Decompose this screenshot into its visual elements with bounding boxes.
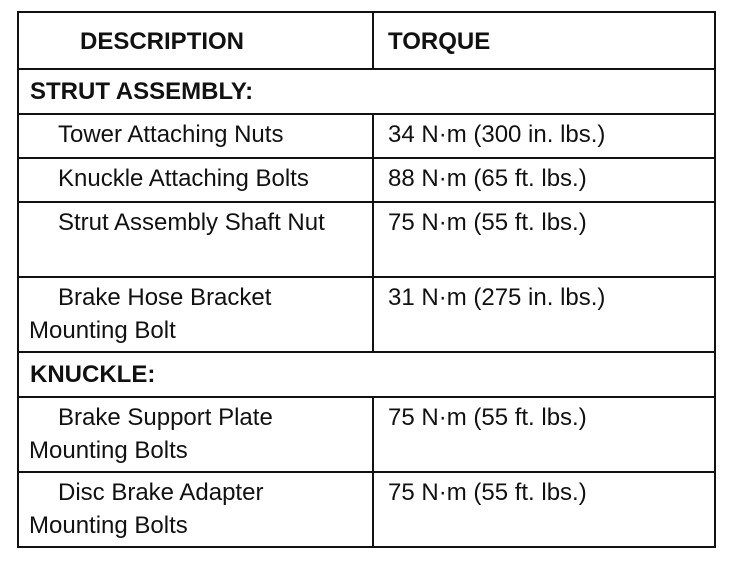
table-row xyxy=(18,202,715,277)
section-title: KNUCKLE: xyxy=(18,352,715,397)
description-cell: Brake Support Plate Mounting Bolts xyxy=(18,397,373,472)
table-row xyxy=(18,397,715,472)
torque-cell: 88 N·m (65 ft. lbs.) xyxy=(373,158,715,202)
torque-cell: 75 N·m (55 ft. lbs.) xyxy=(373,202,715,277)
description-cell: Strut Assembly Shaft Nut xyxy=(18,202,373,277)
torque-cell: 75 N·m (55 ft. lbs.) xyxy=(373,472,715,547)
torque-cell: 75 N·m (55 ft. lbs.) xyxy=(373,397,715,472)
section-row-strut-assembly xyxy=(18,69,715,114)
description-cell: Tower Attaching Nuts xyxy=(18,114,373,158)
torque-column-header: TORQUE xyxy=(373,12,715,69)
table-header-row xyxy=(18,12,715,69)
description-cell: Knuckle Attaching Bolts xyxy=(18,158,373,202)
table-row xyxy=(18,472,715,547)
description-cell: Brake Hose Bracket Mounting Bolt xyxy=(18,277,373,352)
torque-specification-table xyxy=(17,11,716,548)
torque-cell: 34 N·m (300 in. lbs.) xyxy=(373,114,715,158)
section-row-knuckle xyxy=(18,352,715,397)
table-row xyxy=(18,158,715,202)
table-row xyxy=(18,114,715,158)
description-cell: Disc Brake Adapter Mounting Bolts xyxy=(18,472,373,547)
torque-cell: 31 N·m (275 in. lbs.) xyxy=(373,277,715,352)
section-title: STRUT ASSEMBLY: xyxy=(18,69,715,114)
description-column-header: DESCRIPTION xyxy=(18,12,373,69)
table-row xyxy=(18,277,715,352)
